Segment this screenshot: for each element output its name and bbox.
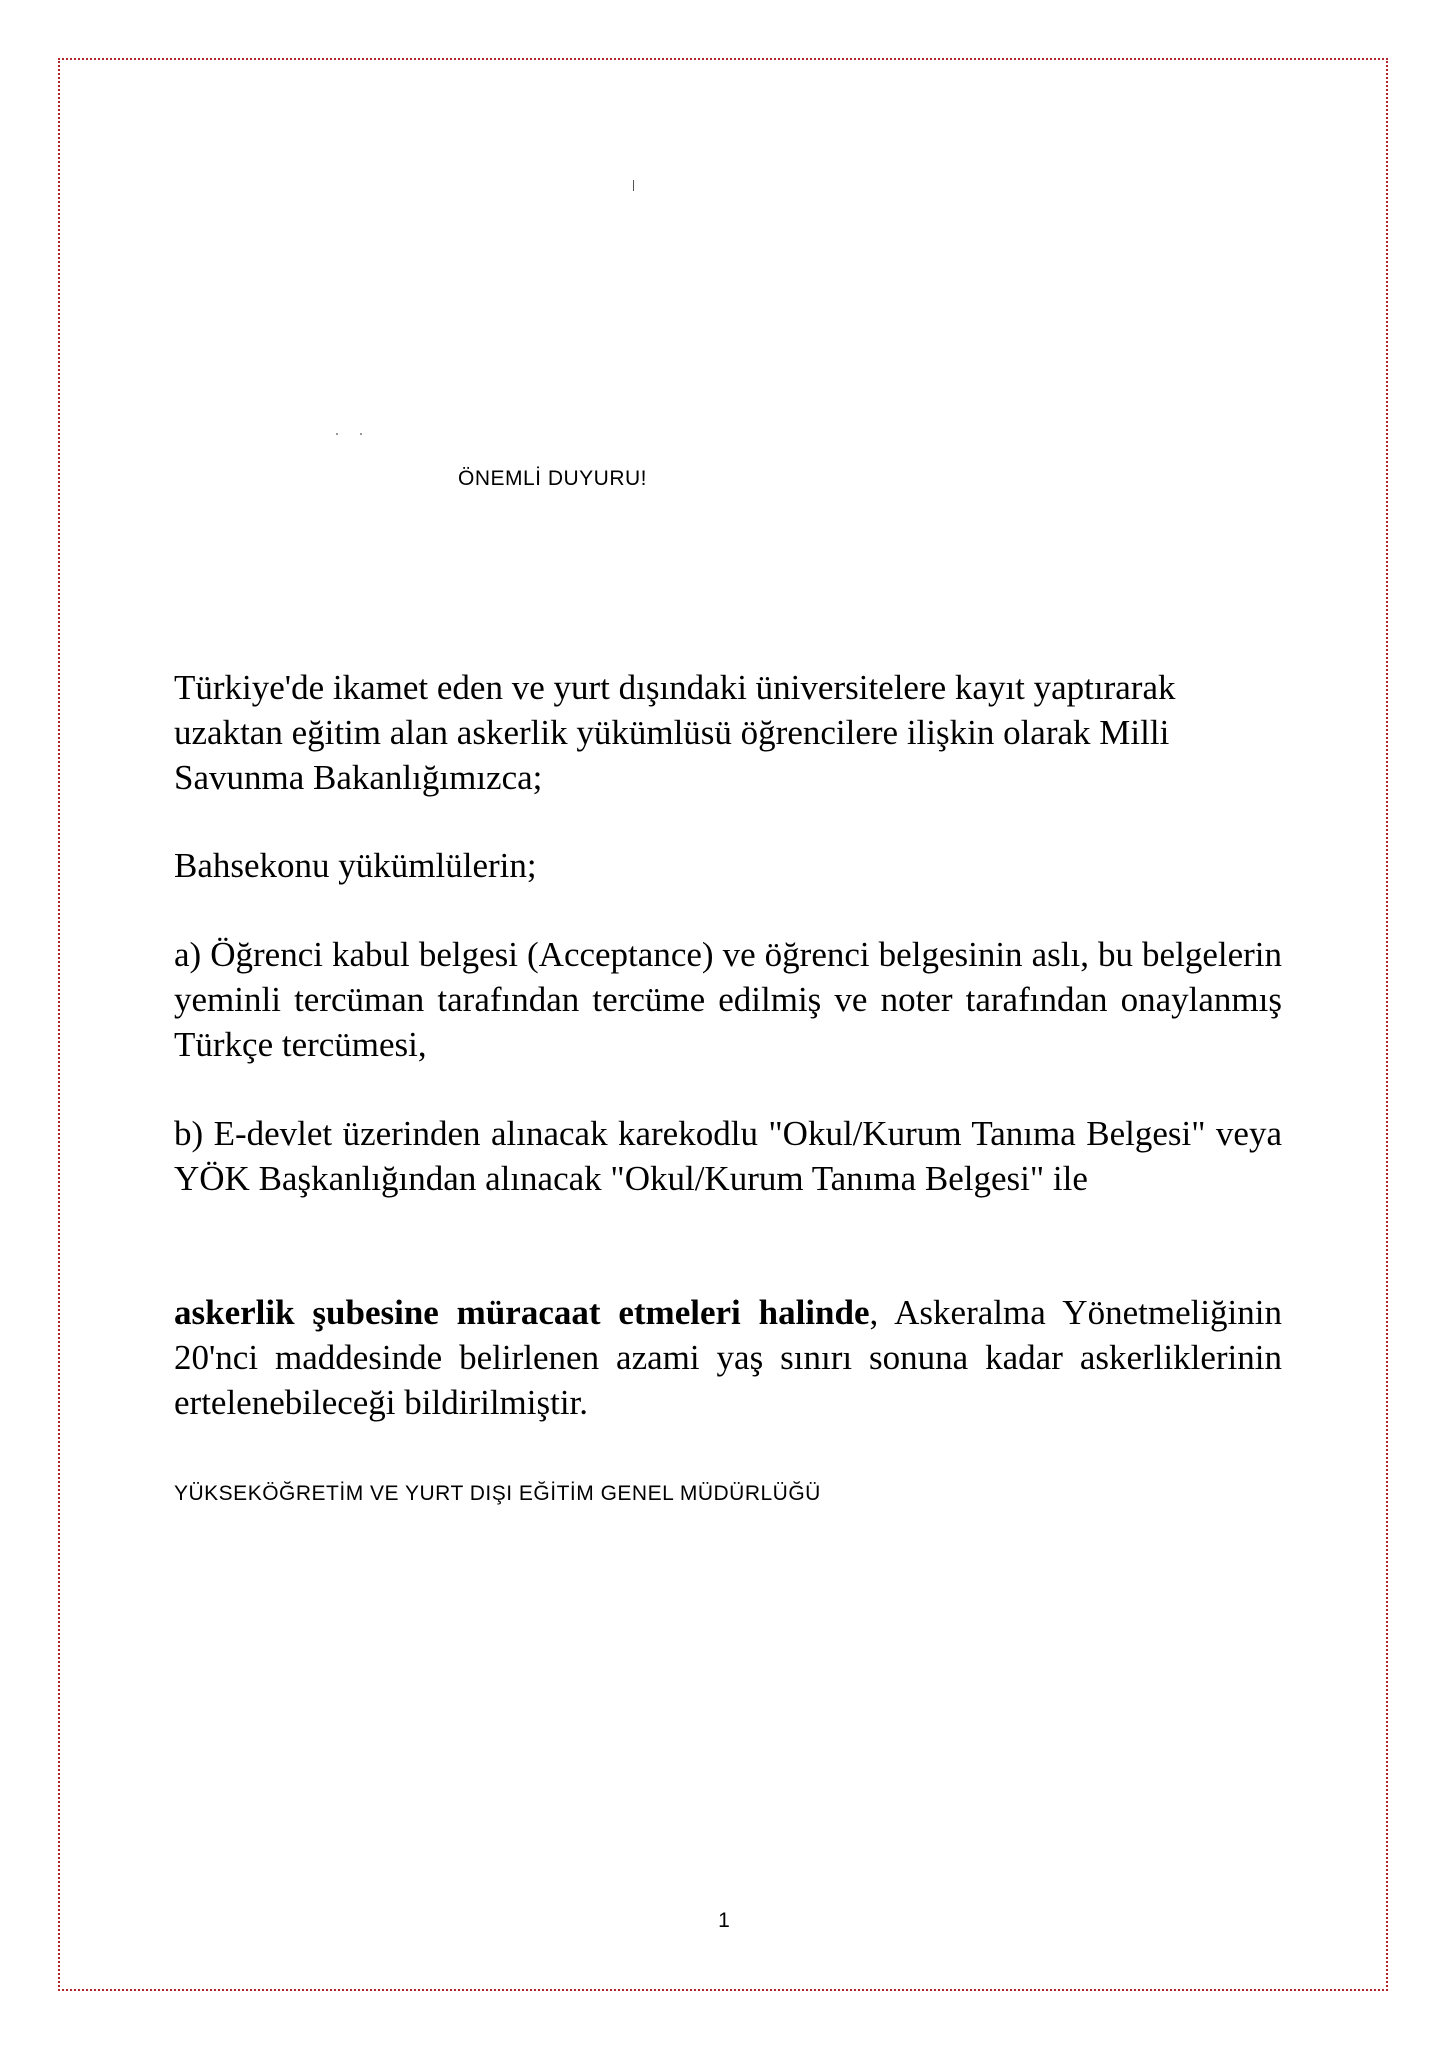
page-number: 1 [718,1909,730,1932]
item-a-paragraph: a) Öğrenci kabul belgesi (Acceptance) ve öğrenci belgesinin aslı, bu belgelerin yeminli tercüman tarafından tercüme edilmiş ve noter tarafından onaylanmış Türkçe tercümesi, [174,935,1282,1064]
scan-specks [336,433,366,436]
item-b-paragraph: b) E-devlet üzerinden alınacak karekodlu "Okul/Kurum Tanıma Belgesi" veya YÖK Başkanlığından alınacak "Okul/Kurum Tanıma Belgesi" ile [174,1114,1282,1198]
intro-paragraph: Türkiye'de ikamet eden ve yurt dışındaki üniversitelere kayıt yaptırarak uzaktan eğitim alan askerlik yükümlüsü öğrencilere ilişkin olarak Milli Savunma Bakanlığımızca; [174,668,1176,797]
signature: YÜKSEKÖĞRETİM VE YURT DIŞI EĞİTİM GENEL MÜDÜRLÜĞÜ [174,1482,821,1505]
conclusion-paragraph [174,1290,1282,1425]
conclusion-bold-text: askerlik şubesine müracaat etmeleri halinde [174,1293,870,1332]
conclusion-text: , Askeralma Yönetmeliğinin 20'nci maddesinde belirlenen azami yaş sınırı sonuna kadar askerliklerinin ertelenebileceği bildirilmiştir. [174,1293,1282,1422]
scan-mark [633,180,634,191]
notice-title: ÖNEMLİ DUYURU! [458,467,648,490]
lead-paragraph: Bahsekonu yükümlülerin; [174,846,537,885]
